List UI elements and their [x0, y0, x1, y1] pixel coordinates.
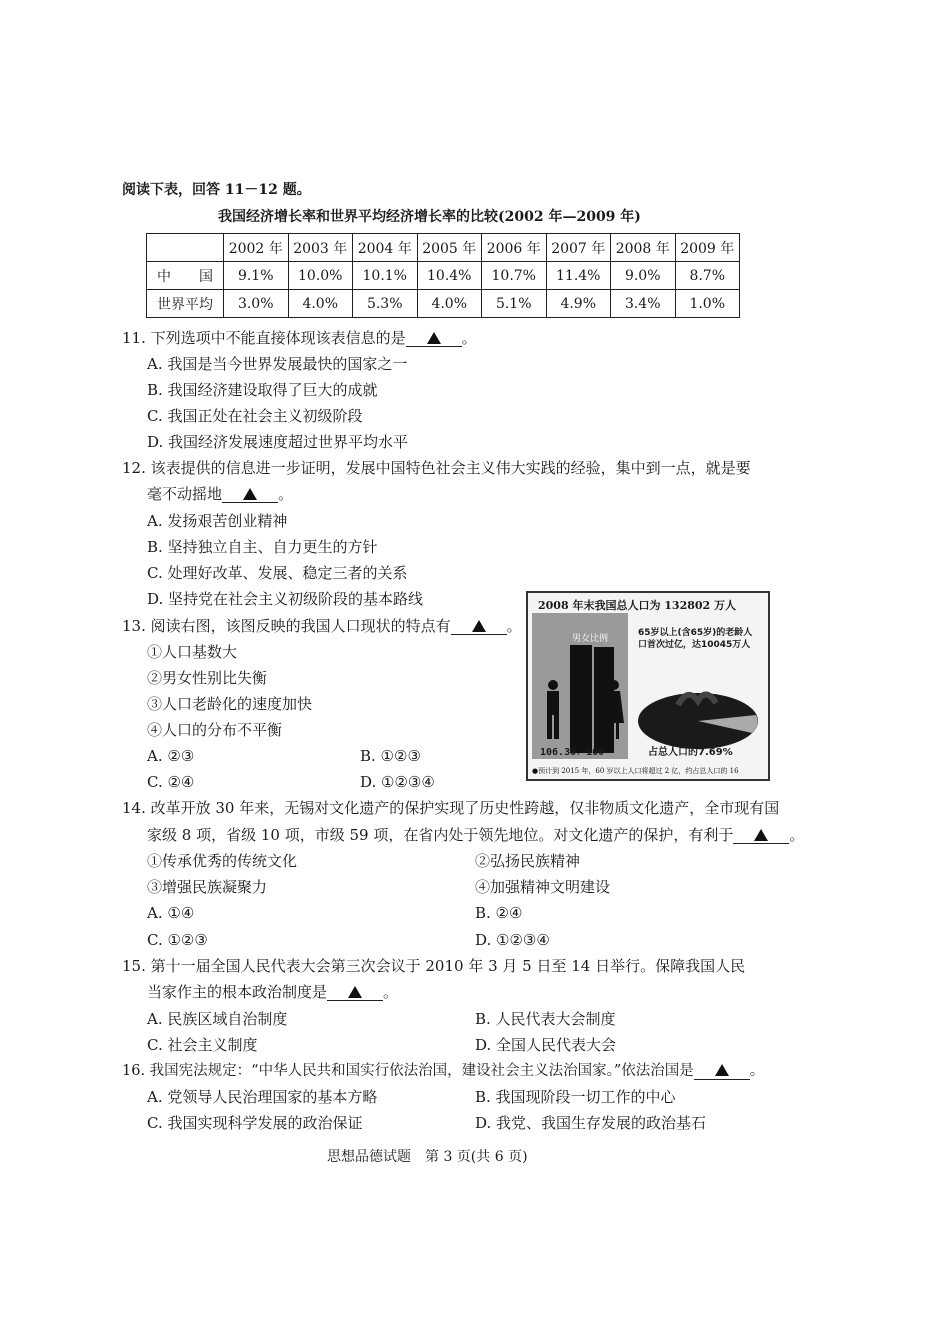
table-cell: 9.0% [611, 262, 676, 290]
statement-2: ②男女性别比失衡 [147, 669, 268, 687]
option-a[interactable]: A. 发扬艰苦创业精神 [147, 512, 288, 530]
stem-end: 。 [506, 617, 522, 635]
table-title: 我国经济增长率和世界平均经济增长率的比较(2002 年—2009 年) [218, 209, 641, 225]
statement-4: ④加强精神文明建设 [475, 878, 611, 896]
option-b[interactable]: B. 我国现阶段一切工作的中心 [475, 1088, 676, 1106]
sex-ratio-value: 106.30：100 [540, 747, 605, 758]
answer-blank[interactable] [451, 619, 507, 635]
question-15-line1: 15. 第十一届全国人民代表大会第三次会议于 2010 年 3 月 5 日至 14 日举行。保障我国人民 [122, 957, 746, 975]
option-c[interactable]: C. ②④ [147, 773, 195, 791]
statement-4: ④人口的分布不平衡 [147, 721, 283, 739]
page-footer: 思想品德试题 第 3 页(共 6 页) [327, 1149, 528, 1165]
option-a[interactable]: A. ②③ [147, 747, 195, 765]
male-bar [570, 643, 592, 753]
stem-end: 。 [383, 983, 399, 1001]
table-cell: 10.7% [482, 262, 547, 290]
option-a[interactable]: A. 我国是当今世界发展最快的国家之一 [147, 355, 408, 373]
statement-3: ③增强民族凝聚力 [147, 878, 268, 896]
elderly-text: 65岁以上(含65岁)的老龄人口首次过亿，达10045万人 [638, 628, 753, 650]
table-cell: 4.0% [288, 290, 353, 318]
triangle-icon [243, 488, 257, 500]
option-b[interactable]: B. 我国经济建设取得了巨大的成就 [147, 381, 378, 399]
question-12-line1: 12. 该表提供的信息进一步证明，发展中国特色社会主义伟大实践的经验，集中到一点，就是要 [122, 459, 751, 477]
option-d[interactable]: D. ①②③④ [475, 931, 550, 949]
table-corner-cell [147, 234, 224, 262]
infographic-title: 2008 年末我国总人口为 132802 万人 [538, 599, 737, 612]
option-d[interactable]: D. ①②③④ [360, 773, 435, 791]
table-cell: 1.0% [675, 290, 740, 318]
option-c[interactable]: C. 我国实现科学发展的政治保证 [147, 1114, 363, 1132]
triangle-icon [348, 986, 362, 998]
table-cell: 5.3% [353, 290, 418, 318]
answer-blank[interactable] [406, 331, 462, 347]
table-cell: 10.0% [288, 262, 353, 290]
table-cell: 4.9% [546, 290, 611, 318]
table-cell: 10.4% [417, 262, 482, 290]
table-header-cell: 2005 年 [417, 234, 482, 262]
population-infographic [526, 591, 770, 781]
triangle-icon [715, 1064, 729, 1076]
table-header-cell: 2003 年 [288, 234, 353, 262]
question-14-line2 [147, 828, 804, 844]
infographic-footnote: ●预计到 2015 年，60 岁以上人口将超过 2 亿，约占总人口的 16 [532, 767, 739, 775]
table-header-row [147, 234, 740, 262]
answer-blank[interactable] [222, 487, 278, 503]
option-c[interactable]: C. 我国正处在社会主义初级阶段 [147, 407, 363, 425]
option-d[interactable]: D. 坚持党在社会主义初级阶段的基本路线 [147, 590, 424, 608]
option-a[interactable]: A. ①④ [147, 904, 195, 922]
table-cell: 8.7% [675, 262, 740, 290]
table-header-cell: 2008 年 [611, 234, 676, 262]
question-14-line1: 14. 改革开放 30 年来，无锡对文化遗产的保护实现了历史性跨越，仅非物质文化遗产，全市现有国 [122, 799, 780, 817]
table-cell: 11.4% [546, 262, 611, 290]
growth-rate-table [146, 233, 740, 318]
table-cell: 5.1% [482, 290, 547, 318]
question-13 [122, 619, 522, 635]
table-row [147, 262, 740, 290]
option-d[interactable]: D. 全国人民代表大会 [475, 1036, 617, 1054]
statement-1: ①传承优秀的传统文化 [147, 852, 298, 870]
sex-ratio-label: 男女比例 [568, 630, 612, 645]
option-b[interactable]: B. 人民代表大会制度 [475, 1010, 616, 1028]
stem-end: 。 [749, 1063, 765, 1079]
question-stem: 13. 阅读右图，该图反映的我国人口现状的特点有 [122, 617, 451, 635]
question-16 [122, 1064, 764, 1080]
triangle-icon [427, 332, 441, 344]
option-d[interactable]: D. 我党、我国生存发展的政治基石 [475, 1114, 707, 1132]
stem-end: 。 [278, 485, 294, 503]
answer-blank[interactable] [694, 1064, 750, 1080]
option-a[interactable]: A. 民族区域自治制度 [147, 1010, 288, 1028]
option-c[interactable]: C. 社会主义制度 [147, 1036, 258, 1054]
option-b[interactable]: B. ①②③ [360, 747, 421, 765]
answer-blank[interactable] [733, 828, 789, 844]
table-cell: 10.1% [353, 262, 418, 290]
option-a[interactable]: A. 党领导人民治理国家的基本方略 [147, 1088, 378, 1106]
statement-3: ③人口老龄化的速度加快 [147, 695, 313, 713]
stem-end: 。 [789, 826, 805, 844]
option-c[interactable]: C. ①②③ [147, 931, 208, 949]
question-stem: 家级 8 项，省级 10 项，市级 59 项，在省内处于领先地位。对文化遗产的保护，有利于 [147, 826, 734, 844]
option-b[interactable]: B. ②④ [475, 904, 523, 922]
triangle-icon [472, 620, 486, 632]
table-row [147, 290, 740, 318]
question-stem: 毫不动摇地 [147, 485, 223, 503]
elderly-share: 占总人口的7.69% [648, 747, 733, 758]
intro-text: 阅读下表，回答 11－12 题。 [122, 182, 311, 198]
table-cell: 3.4% [611, 290, 676, 318]
table-cell: 3.0% [224, 290, 289, 318]
table-header-cell: 2004 年 [353, 234, 418, 262]
statement-1: ①人口基数大 [147, 643, 238, 661]
question-15-line2 [147, 985, 398, 1001]
question-11 [122, 331, 477, 347]
row-label-world: 世界平均 [147, 290, 224, 318]
triangle-icon [754, 829, 768, 841]
question-12-line2 [147, 487, 293, 503]
option-b[interactable]: B. 坚持独立自主、自力更生的方针 [147, 538, 378, 556]
row-label-china: 中 国 [147, 262, 224, 290]
statement-2: ②弘扬民族精神 [475, 852, 581, 870]
option-d[interactable]: D. 我国经济发展速度超过世界平均水平 [147, 433, 409, 451]
question-stem: 11. 下列选项中不能直接体现该表信息的是 [122, 329, 406, 347]
table-header-cell: 2002 年 [224, 234, 289, 262]
table-header-cell: 2007 年 [546, 234, 611, 262]
table-cell: 9.1% [224, 262, 289, 290]
answer-blank[interactable] [327, 985, 383, 1001]
question-stem: 16. 我国宪法规定：“中华人民共和国实行依法治国，建设社会主义法治国家。”依法治国是 [122, 1063, 694, 1079]
table-header-cell: 2006 年 [482, 234, 547, 262]
option-c[interactable]: C. 处理好改革、发展、稳定三者的关系 [147, 564, 408, 582]
question-stem: 当家作主的根本政治制度是 [147, 983, 328, 1001]
stem-end: 。 [461, 329, 477, 347]
table-header-cell: 2009 年 [675, 234, 740, 262]
table-cell: 4.0% [417, 290, 482, 318]
